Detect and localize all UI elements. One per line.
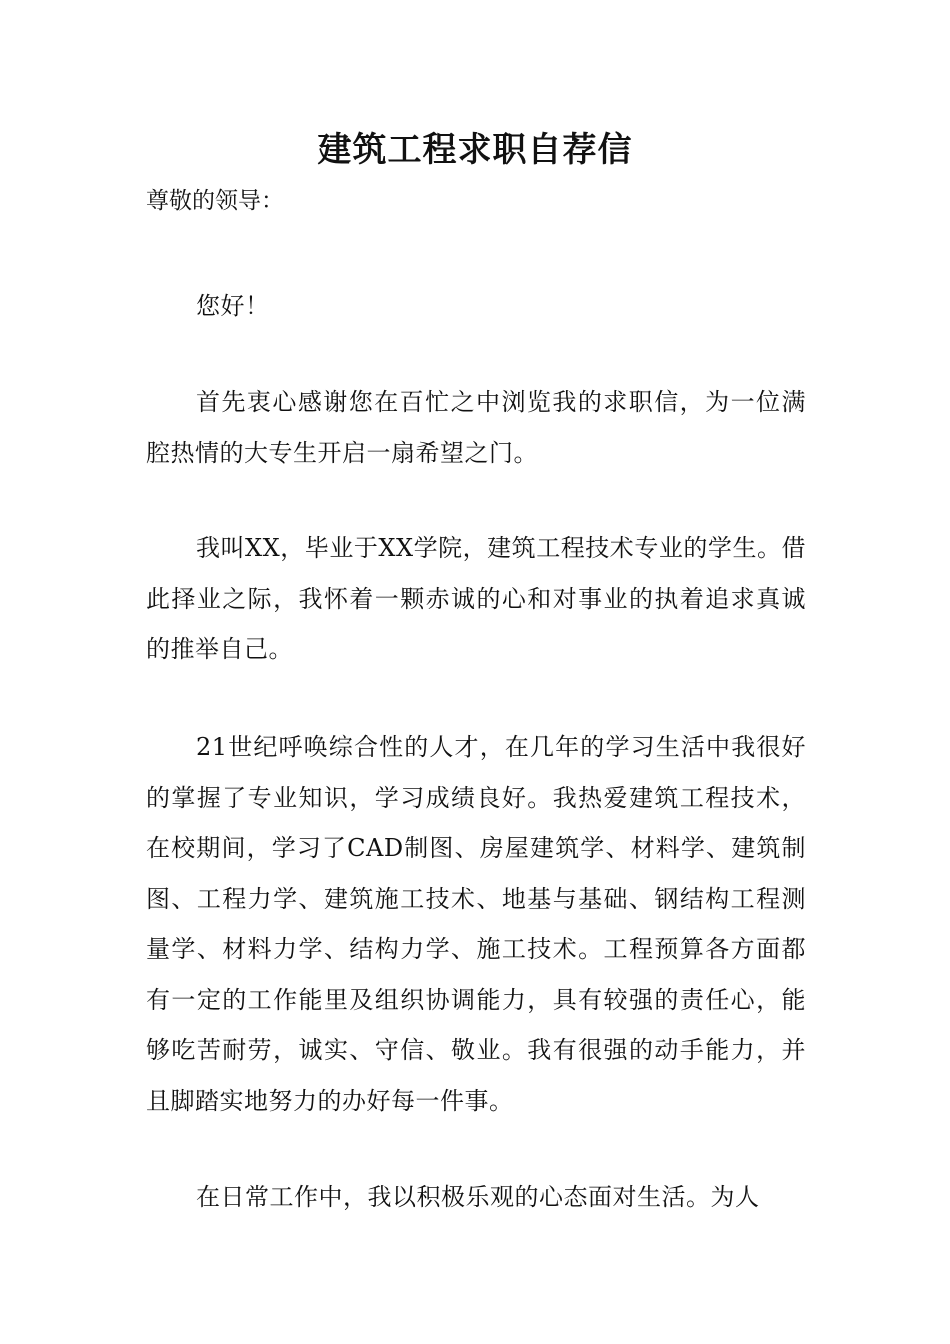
document-title: 建筑工程求职自荐信 [317, 130, 633, 170]
salutation: 尊敬的领导： [146, 188, 284, 214]
greeting: 您好！ [196, 292, 270, 320]
paragraph-skills: 21世纪呼唤综合性的人才，在几年的学习生活中我很好的掌握了专业知识，学习成绩良好。我热爱建筑工程技术，在校期间，学习了CAD制图、房屋建筑学、材料学、建筑制图、工程力学、建筑施工技术、地基与基础、钢结构工程测量学、材料力学、结构力学、施工技术。工程预算各方面都有一定的工作能里及组织协调能力，具有较强的责任心，能够吃苦耐劳，诚实、守信、敬业。我有很强的动手能力，并且脚踏实地努力的办好每一件事。 [146, 733, 806, 1115]
paragraph-thanks: 首先衷心感谢您在百忙之中浏览我的求职信，为一位满腔热情的大专生开启一扇希望之门。 [146, 388, 806, 467]
paragraph-work-attitude: 在日常工作中，我以积极乐观的心态面对生活。为人 [196, 1183, 760, 1211]
paragraph-introduction: 我叫XX，毕业于XX学院，建筑工程技术专业的学生。借此择业之际，我怀着一颗赤诚的心和对事业的执着追求真诚的推举自己。 [146, 534, 806, 663]
